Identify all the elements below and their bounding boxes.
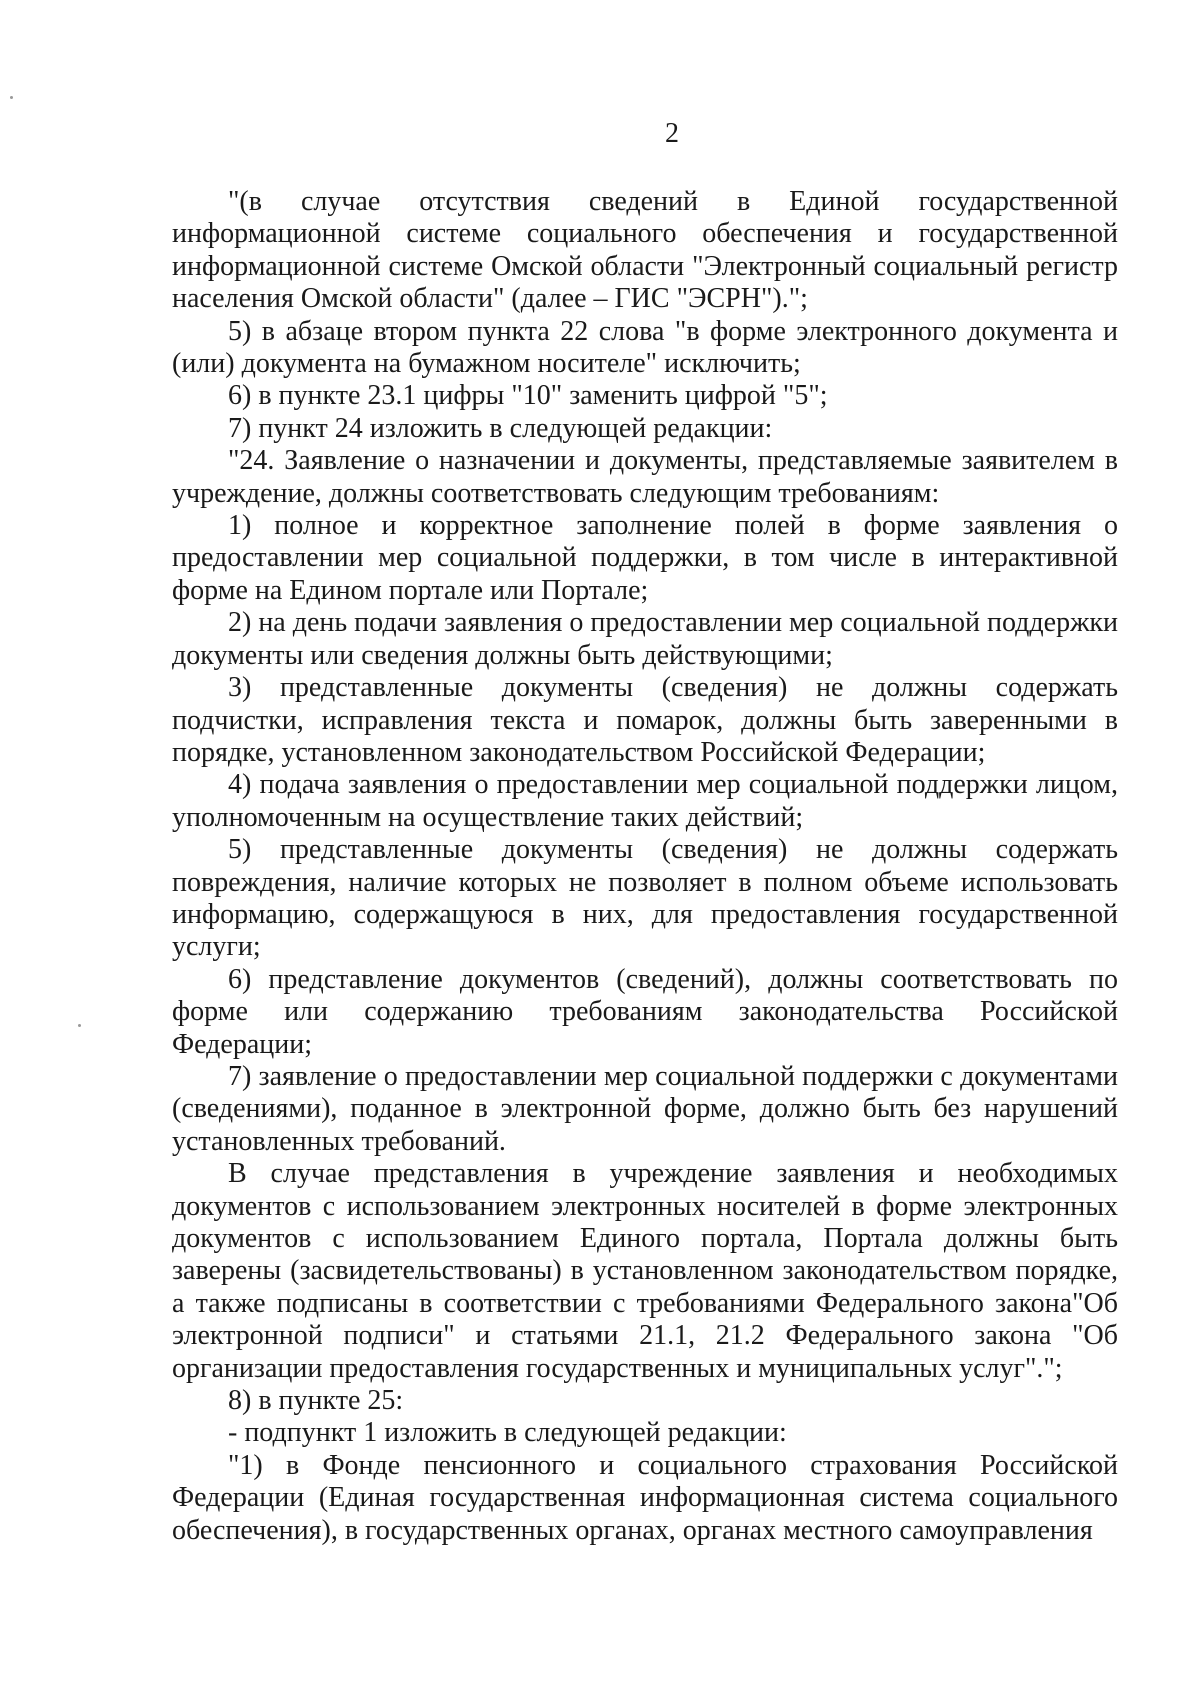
scan-speck bbox=[10, 96, 13, 99]
paragraph: "1) в Фонде пенсионного и социального страхования Российской Федерации (Единая государственная информационная система социального обеспечения), в государственных органах, органах местного самоуправления bbox=[172, 1449, 1118, 1546]
scan-speck bbox=[78, 1024, 81, 1027]
paragraph: 2) на день подачи заявления о предоставлении мер социальной поддержки документы или сведения должны быть действующими; bbox=[172, 607, 1119, 671]
page-number: 2 bbox=[665, 118, 679, 149]
paragraph: - подпункт 1 изложить в следующей редакции: bbox=[228, 1417, 787, 1449]
paragraph: "24. Заявление о назначении и документы, представляемые заявителем в учреждение, должны соответствовать следующим требованиям: bbox=[172, 445, 1118, 509]
paragraph: 6) представление документов (сведений), должны соответствовать по форме или содержанию требованиям законодательства Российской Федерации; bbox=[172, 963, 1118, 1060]
paragraph: 3) представленные документы (сведения) не должны содержать подчистки, исправления текста и помарок, должны быть заверенными в порядке, установленном законодательством Российской Федерации; bbox=[172, 672, 1118, 768]
paragraph: 6) в пункте 23.1 цифры "10" заменить цифрой "5"; bbox=[228, 380, 828, 412]
paragraph: 1) полное и корректное заполнение полей в форме заявления о предоставлении мер социальной поддержки, в том числе в интерактивной форме на Едином портале или Портале; bbox=[172, 510, 1118, 606]
paragraph: 4) подача заявления о предоставлении мер социальной поддержки лицом, уполномоченным на осуществление таких действий; bbox=[172, 769, 1118, 833]
paragraph: 7) пункт 24 изложить в следующей редакции: bbox=[228, 412, 773, 444]
paragraph: 7) заявление о предоставлении мер социальной поддержки с документами (сведениями), поданное в электронной форме, должно быть без нарушений установленных требований. bbox=[172, 1060, 1118, 1157]
paragraph: 5) в абзаце втором пункта 22 слова "в форме электронного документа и (или) документа на бумажном носителе" исключить; bbox=[172, 315, 1118, 380]
document-body bbox=[172, 186, 1118, 1547]
paragraph: "(в случае отсутствия сведений в Единой государственной информационной системе социального обеспечения и государственной информационной системе Омской области "Электронный социальный регистр населения Омской области" (далее – ГИС "ЭСРН")."; bbox=[172, 186, 1118, 315]
paragraph: 5) представленные документы (сведения) не должны содержать повреждения, наличие которых не позволяет в полном объеме использовать информацию, содержащуюся в них, для предоставления государственной услуги; bbox=[172, 834, 1118, 963]
paragraph: 8) в пункте 25: bbox=[228, 1385, 404, 1417]
paragraph: В случае представления в учреждение заявления и необходимых документов с использованием электронных носителей в форме электронных документов с использованием Единого портала, Портала должны быть заверены (засвидетельствованы) в установленном законодательством порядке, а также подписаны в соответствии с требованиями Федерального закона"Об электронной подписи" и статьями 21.1, 21.2 Федерального закона "Об организации предоставления государственных и муниципальных услуг"."; bbox=[172, 1158, 1118, 1384]
